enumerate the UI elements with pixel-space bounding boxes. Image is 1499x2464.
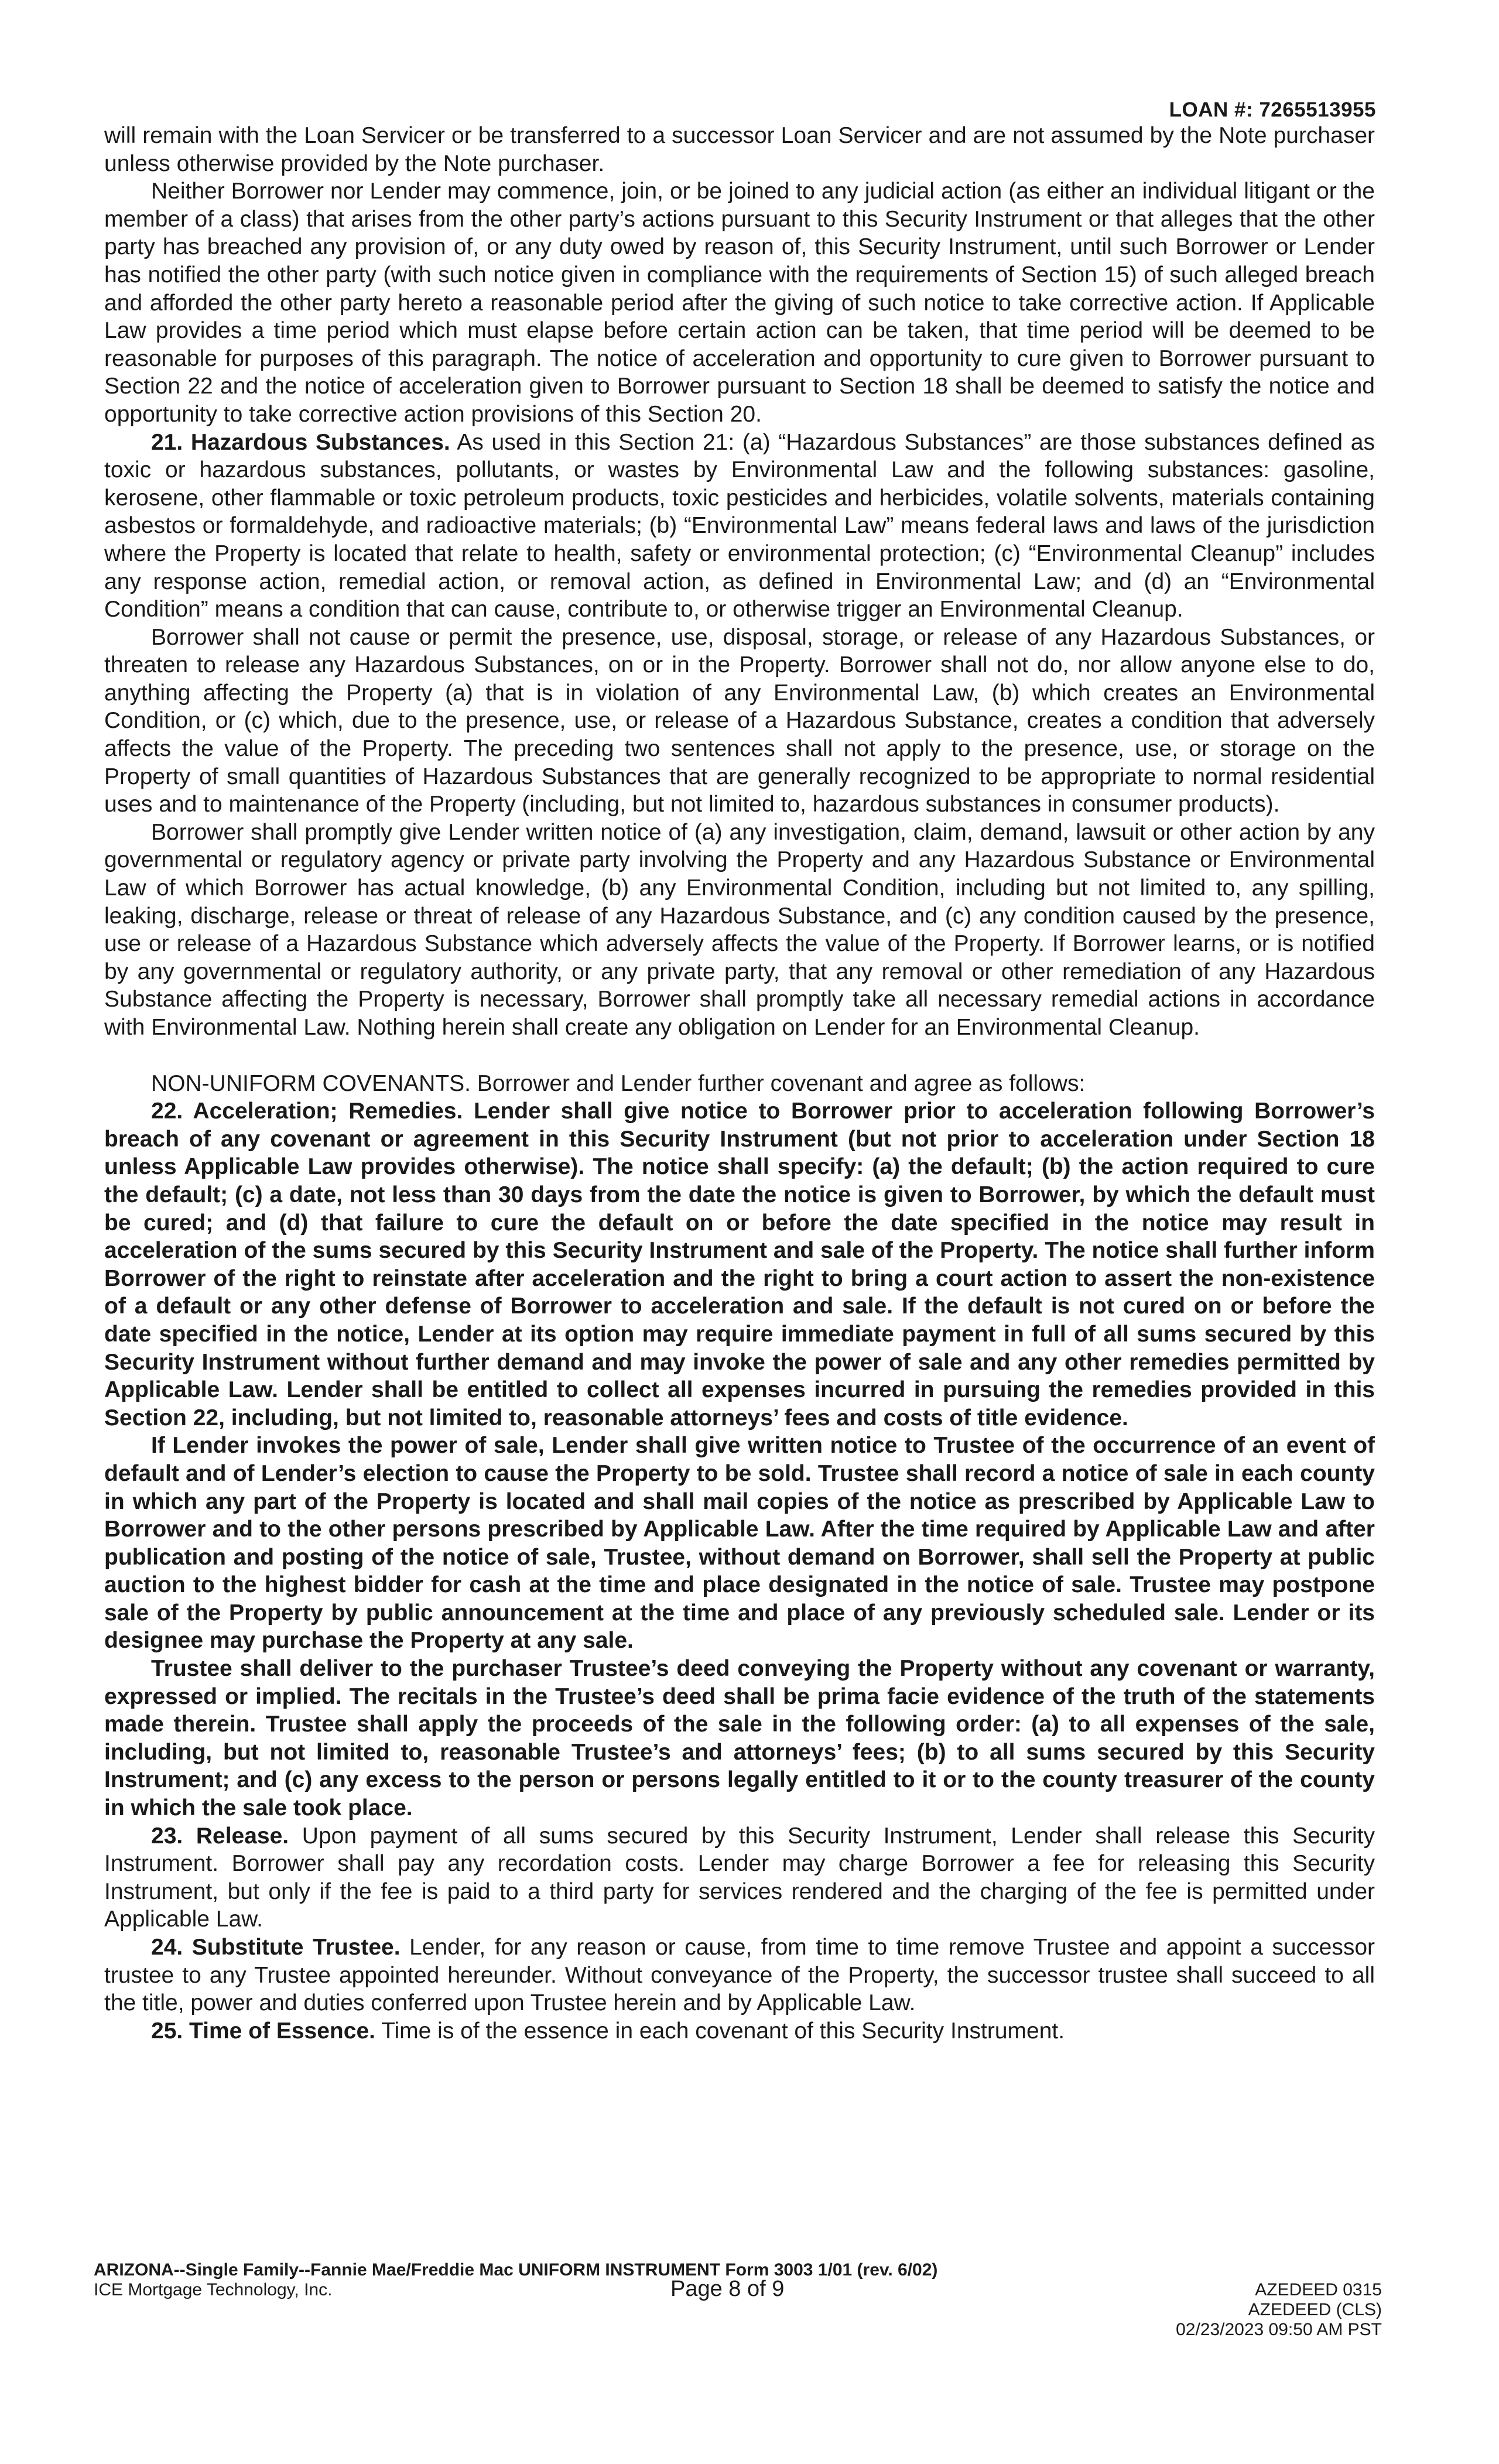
footer-codes (1176, 2280, 1382, 2340)
section-20-paragraph: Neither Borrower nor Lender may commence, join, or be joined to any judicial action (as either an individual litigant or the member of a class) that arises from the other party’s actions pursuant to this Security Instrument or that alleges that the other party has breached any provision of, or any duty owed by reason of, this Security Instrument, until such Borrower or Lender has notified the other party (with such notice given in compliance with the requirements of Section 15) of such alleged breach and afforded the other party hereto a reasonable period after the giving of such notice to take corrective action. If Applicable Law provides a time period which must elapse before certain action can be taken, that time period will be deemed to be reasonable for purposes of this paragraph. The notice of acceleration and opportunity to cure given to Borrower pursuant to Section 22 and the notice of acceleration given to Borrower pursuant to Section 18 shall be deemed to satisfy the notice and opportunity to take corrective action provisions of this Section 20. (104, 179, 1375, 427)
footer-code-2: AZEDEED (CLS) (1248, 2300, 1382, 2319)
document-body (104, 122, 1375, 2045)
section-21-paragraph-2: Borrower shall not cause or permit the presence, use, disposal, storage, or release of any Hazardous Substances, or threaten to release any Hazardous Substances, on or in the Property. Borrower shall not do, nor allow anyone else to do, anything affecting the Property (a) that is in violation of any Environmental Law, (b) which creates an Environmental Condition, or (c) which, due to the presence, use, or release of a Hazardous Substance, creates a condition that adversely affects the value of the Property. The preceding two sentences shall not apply to the presence, use, or storage on the Property of small quantities of Hazardous Substances that are generally recognized to be appropriate to normal residential uses and to maintenance of the Property (including, but not limited to, hazardous substances in consumer products). (104, 624, 1375, 817)
section-24-heading: 24. Substitute Trustee. (151, 1935, 401, 1960)
section-21-heading: 21. Hazardous Substances. (151, 429, 450, 455)
loan-number: LOAN #: 7265513955 (1169, 98, 1376, 121)
section-25-paragraph (104, 2017, 1375, 2045)
non-uniform-covenants-intro: NON-UNIFORM COVENANTS. Borrower and Lender further covenant and agree as follows: (151, 1070, 1086, 1096)
page-footer (94, 2260, 1382, 2339)
section-21-paragraph-3: Borrower shall promptly give Lender written notice of (a) any investigation, claim, demand, lawsuit or other action by any governmental or regulatory agency or private party involving the Property and any Hazardous Substance or Environmental Law of which Borrower has actual knowledge, (b) any Environmental Condition, including but not limited to, any spilling, leaking, discharge, release or threat of release of any Hazardous Substance, and (c) any condition caused by the presence, use or release of a Hazardous Substance which adversely affects the value of the Property. If Borrower learns, or is notified by any governmental or regulatory authority, or any private party, that any removal or other remediation of any Hazardous Substance affecting the Property is necessary, Borrower shall promptly take all necessary remedial actions in accordance with Environmental Law. Nothing herein shall create any obligation on Lender for an Environmental Cleanup. (104, 819, 1375, 1040)
section-20-continuation: will remain with the Loan Servicer or be transferred to a successor Loan Servicer and are not assumed by the Note purchaser unless otherwise provided by the Note purchaser. (104, 123, 1375, 176)
section-22-paragraph-1: 22. Acceleration; Remedies. Lender shall give notice to Borrower prior to acceleration following Borrower’s breach of any covenant or agreement in this Security Instrument (but not prior to acceleration under Section 18 unless Applicable Law provides otherwise). The notice shall specify: (a) the default; (b) the action required to cure the default; (c) a date, not less than 30 days from the date the notice is given to Borrower, by which the default must be cured; and (d) that failure to cure the default on or before the date specified in the notice may result in acceleration of the sums secured by this Security Instrument and sale of the Property. The notice shall further inform Borrower of the right to reinstate after acceleration and the right to bring a court action to assert the non-existence of a default or any other defense of Borrower to acceleration and sale. If the default is not cured on or before the date specified in the notice, Lender at its option may require immediate payment in full of all sums secured by this Security Instrument without further demand and may invoke the power of sale and any other remedies permitted by Applicable Law. Lender shall be entitled to collect all expenses incurred in pursuing the remedies provided in this Section 22, including, but not limited to, reasonable attorneys’ fees and costs of title evidence. (104, 1098, 1375, 1431)
footer-company: ICE Mortgage Technology, Inc. (94, 2280, 333, 2299)
footer-page-number: Page 8 of 9 (670, 2277, 785, 2301)
section-23-heading: 23. Release. (151, 1823, 289, 1849)
section-25-text: Time is of the essence in each covenant of this Security Instrument. (381, 2018, 1065, 2044)
section-24-paragraph (104, 1933, 1375, 2017)
footer-form-line: ARIZONA--Single Family--Fannie Mae/Freddie Mac UNIFORM INSTRUMENT Form 3003 1/01 (rev. 6/02) (94, 2260, 938, 2280)
section-22-paragraph-2: If Lender invokes the power of sale, Lender shall give written notice to Trustee of the occurrence of an event of default and of Lender’s election to cause the Property to be sold. Trustee shall record a notice of sale in each county in which any part of the Property is located and shall mail copies of the notice as prescribed by Applicable Law to Borrower and to the other persons prescribed by Applicable Law. After the time required by Applicable Law and after publication and posting of the notice of sale, Trustee, without demand on Borrower, shall sell the Property at public auction to the highest bidder for cash at the time and place designated in the notice of sale. Trustee may postpone sale of the Property by public announcement at the time and place of any previously scheduled sale. Lender or its designee may purchase the Property at any sale. (104, 1433, 1375, 1654)
section-23-paragraph (104, 1822, 1375, 1933)
footer-code-1: AZEDEED 0315 (1255, 2280, 1382, 2299)
section-23-text: Upon payment of all sums secured by this Security Instrument, Lender shall release this Security Instrument. Borrower shall pay any recordation costs. Lender may charge Borrower a fee for releasing this Security Instrument, but only if the fee is paid to a third party for services rendered and the charging of the fee is permitted under Applicable Law. (104, 1823, 1375, 1932)
footer-timestamp: 02/23/2023 09:50 AM PST (1176, 2320, 1382, 2339)
section-24-text: Lender, for any reason or cause, from time to time remove Trustee and appoint a successor trustee to any Trustee appointed hereunder. Without conveyance of the Property, the successor trustee shall succeed to all the title, power and duties conferred upon Trustee herein and by Applicable Law. (104, 1935, 1375, 2016)
section-21-text: As used in this Section 21: (a) “Hazardous Substances” are those substances defined as toxic or hazardous substances, pollutants, or wastes by Environmental Law and the following substances: gasoline, kerosene, other flammable or toxic petroleum products, toxic pesticides and herbicides, volatile solvents, materials containing asbestos or formaldehyde, and radioactive materials; (b) “Environmental Law” means federal laws and laws of the jurisdiction where the Property is located that relate to health, safety or environmental protection; (c) “Environmental Cleanup” includes any response action, remedial action, or removal action, as defined in Environmental Law; and (d) an “Environmental Condition” means a condition that can cause, contribute to, or otherwise trigger an Environmental Cleanup. (104, 429, 1375, 622)
section-25-heading: 25. Time of Essence. (151, 2018, 375, 2044)
section-21-paragraph-1 (104, 429, 1375, 624)
section-22-paragraph-3: Trustee shall deliver to the purchaser Trustee’s deed conveying the Property without any covenant or warranty, expressed or implied. The recitals in the Trustee’s deed shall be prima facie evidence of the truth of the statements made therein. Trustee shall apply the proceeds of the sale in the following order: (a) to all expenses of the sale, including, but not limited to, reasonable Trustee’s and attorneys’ fees; (b) to all sums secured by this Security Instrument; and (c) any excess to the person or persons legally entitled to it or to the county treasurer of the county in which the sale took place. (104, 1656, 1375, 1821)
